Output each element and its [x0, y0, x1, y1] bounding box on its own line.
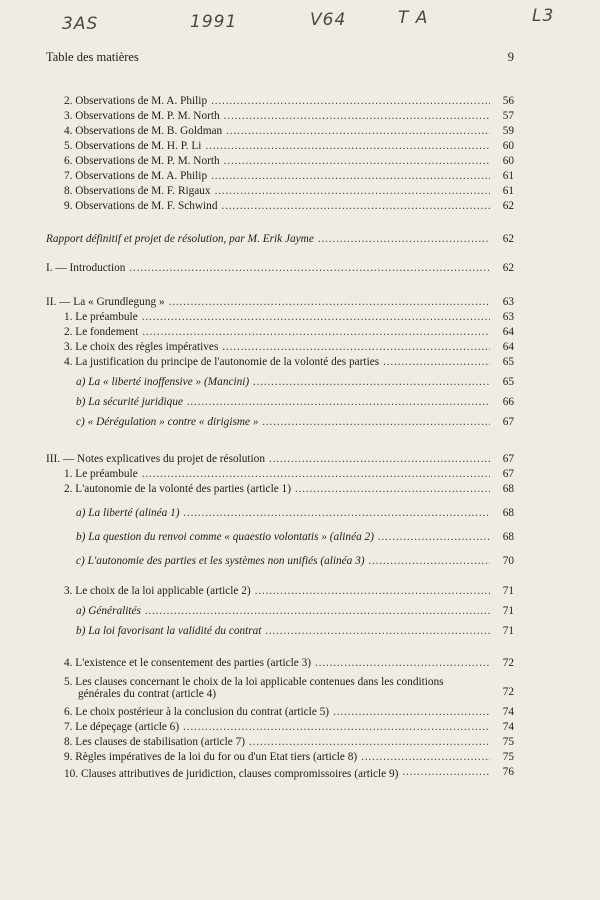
toc-section-1[interactable]: I. — Introduction . . . 62: [46, 261, 514, 276]
toc-entry[interactable]: 8. Les clauses de stabilisation (article 7) . . . 75: [46, 735, 514, 750]
toc-entry[interactable]: 4. L'existence et le consentement des parties (article 3) . . . 72: [46, 656, 514, 671]
toc-subentry[interactable]: c) « Dérégulation » contre « dirigisme » . . . 67: [46, 415, 514, 430]
scan-mark: T A: [398, 8, 429, 28]
toc-subentry[interactable]: c) L'autonomie des parties et les systèmes non unifiés (alinéa 3) . . . 70: [46, 554, 514, 569]
toc-entry[interactable]: 9. Règles impératives de la loi du for ou d'un Etat tiers (article 8) . . . 75: [46, 750, 514, 765]
scan-mark: V64: [310, 10, 347, 30]
toc-entry[interactable]: 9. Observations de M. F. Schwind . . . 62: [46, 199, 514, 214]
toc-entry[interactable]: 7. Observations de M. A. Philip . . . 61: [46, 169, 514, 184]
page-header-title: Table des matières: [46, 50, 139, 64]
toc-entry[interactable]: 3. Le choix de la loi applicable (article 2) . . . 71: [46, 584, 514, 599]
scan-mark: 1991: [190, 12, 238, 32]
table-of-contents: [46, 94, 514, 780]
toc-subentry[interactable]: a) La liberté (alinéa 1) . . . 68: [46, 506, 514, 521]
toc-entry[interactable]: 7. Le dépeçage (article 6) . . . 74: [46, 720, 514, 735]
toc-subentry[interactable]: b) La question du renvoi comme « quaestio volontatis » (alinéa 2) . . . 68: [46, 530, 514, 545]
toc-subentry[interactable]: a) Généralités . . . 71: [46, 604, 514, 619]
toc-entry[interactable]: 5. Observations de M. H. P. Li . . . 60: [46, 139, 514, 154]
toc-section-3[interactable]: III. — Notes explicatives du projet de résolution . . . 67: [46, 452, 514, 467]
toc-entry[interactable]: 2. L'autonomie de la volonté des parties (article 1) . . . 68: [46, 482, 514, 497]
toc-entry[interactable]: 8. Observations de M. F. Rigaux . . . 61: [46, 184, 514, 199]
toc-entry-rapport[interactable]: Rapport définitif et projet de résolution, par M. Erik Jayme . . . 62: [46, 232, 514, 247]
toc-entry[interactable]: 5. Les clauses concernant le choix de la loi applicable contenues dans les conditions générales du contrat (article 4) 72: [64, 676, 514, 700]
toc-entry[interactable]: 6. Le choix postérieur à la conclusion du contrat (article 5) . . . 74: [46, 705, 514, 720]
toc-subentry[interactable]: b) La sécurité juridique . . . 66: [46, 395, 514, 410]
toc-subentry[interactable]: b) La loi favorisant la validité du contrat . . . 71: [46, 624, 514, 639]
toc-entry[interactable]: 10. Clauses attributives de juridiction, clauses compromissoires (article 9) . . . 76: [46, 765, 514, 780]
toc-entry[interactable]: 6. Observations de M. P. M. North . . . 60: [46, 154, 514, 169]
toc-entry[interactable]: 4. La justification du principe de l'autonomie de la volonté des parties . . . 65: [46, 355, 514, 370]
toc-section-2[interactable]: II. — La « Grundlegung » . . . 63: [46, 295, 514, 310]
toc-entry[interactable]: 1. Le préambule . . . 67: [46, 467, 514, 482]
handwritten-annotations: [0, 6, 600, 36]
toc-entry[interactable]: 3. Le choix des règles impératives . . . 64: [46, 340, 514, 355]
scan-mark: 3AS: [62, 14, 99, 34]
toc-entry[interactable]: 1. Le préambule . . . 63: [46, 310, 514, 325]
toc-entry[interactable]: 4. Observations de M. B. Goldman . . . 59: [46, 124, 514, 139]
toc-entry[interactable]: 2. Observations de M. A. Philip . . . 56: [46, 94, 514, 109]
toc-entry[interactable]: 2. Le fondement . . . 64: [46, 325, 514, 340]
scan-mark: L3: [532, 6, 555, 26]
toc-entry[interactable]: 3. Observations de M. P. M. North . . . 57: [46, 109, 514, 124]
page-number: 9: [507, 50, 514, 64]
toc-subentry[interactable]: a) La « liberté inoffensive » (Mancini) . . . 65: [46, 375, 514, 390]
